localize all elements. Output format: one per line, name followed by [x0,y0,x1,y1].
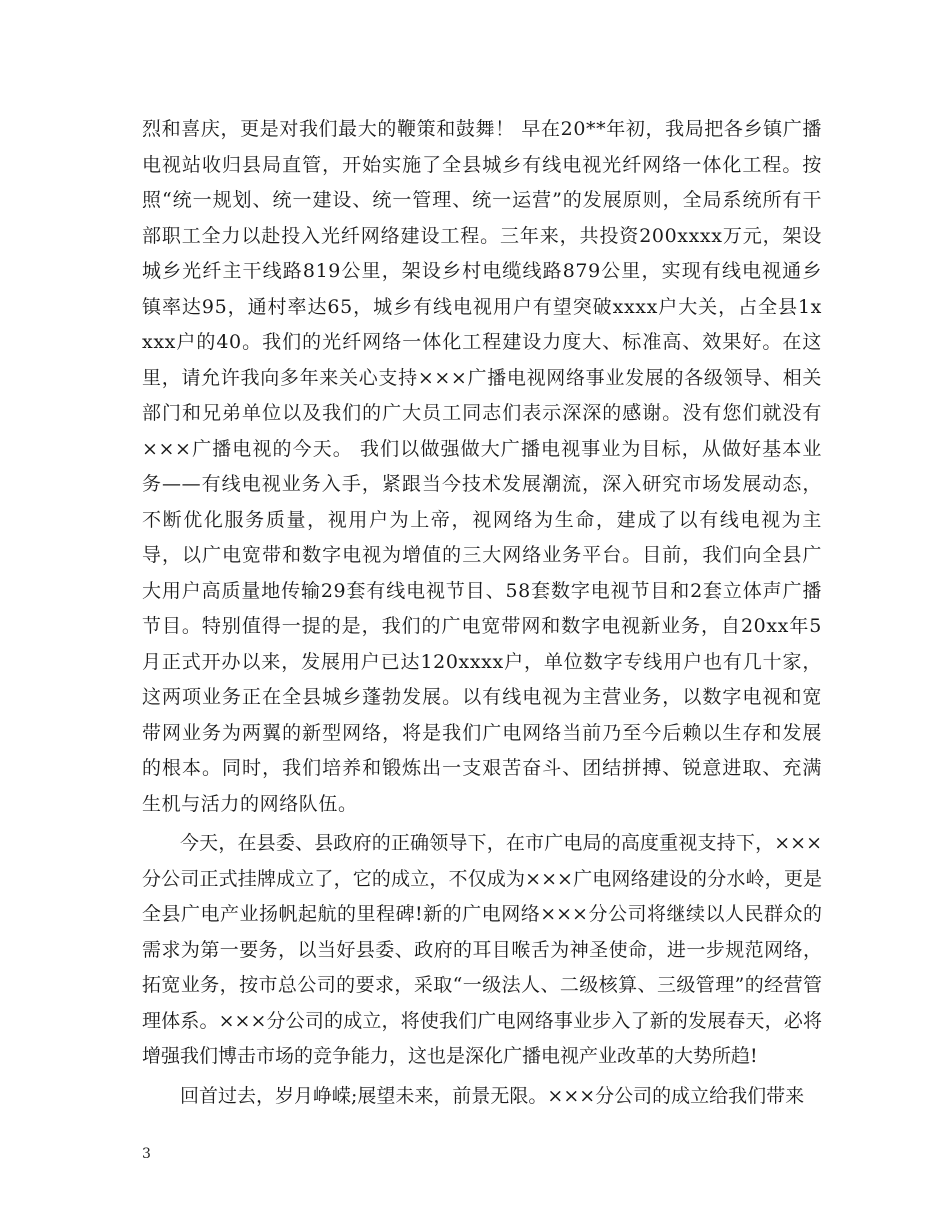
paragraph-continuation: 烈和喜庆，更是对我们最大的鞭策和鼓舞！ 早在20**年初，我局把各乡镇广播电视站收归县局直管，开始实施了全县城乡有线电视光纤网络一体化工程。按照“统一规划、统一建设、统一管理、统一运营”的发展原则，全局系统所有干部职工全力以赴投入光纤网络建设工程。三年来，共投资200xxxx万元，架设城乡光纤主干线路819公里，架设乡村电缆线路879公里，实现有线电视通乡镇率达95，通村率达65，城乡有线电视用户有望突破xxxx户大关，占全县1xxxx户的40。我们的光纤网络一体化工程建设力度大、标准高、效果好。在这里，请允许我向多年来关心支持×××广播电视网络事业发展的各级领导、相关部门和兄弟单位以及我们的广大员工同志们表示深深的感谢。没有您们就没有×××广播电视的今天。 我们以做强做大广播电视事业为目标，从做好基本业务——有线电视业务入手，紧跟当今技术发展潮流，深入研究市场发展动态，不断优化服务质量，视用户为上帝，视网络为生命，建成了以有线电视为主导，以广电宽带和数字电视为增值的三大网络业务平台。目前，我们向全县广大用户高质量地传输29套有线电视节目、58套数字电视节目和2套立体声广播节目。特别值得一提的是，我们的广电宽带网和数字电视新业务，自20xx年5月正式开办以来，发展用户已达120xxxx户，单位数字专线用户也有几十家，这两项业务正在全县城乡蓬勃发展。以有线电视为主营业务，以数字电视和宽带网业务为两翼的新型网络，将是我们广电网络当前乃至今后赖以生存和发展的根本。同时，我们培养和锻炼出一支艰苦奋斗、团结拼搏、锐意进取、充满生机与活力的网络队伍。 [142,118,822,815]
body-text [142,112,822,1118]
page-number: 3 [142,1146,151,1162]
paragraph-branch-founding: 今天，在县委、县政府的正确领导下，在市广电局的高度重视支持下，×××分公司正式挂牌成立了，它的成立，不仅成为×××广电网络建设的分水岭，更是全县广电产业扬帆起航的里程碑!新的广电网络×××分公司将继续以人民群众的需求为第一要务，以当好县委、政府的耳目喉舌为神圣使命，进一步规范网络，拓宽业务，按市总公司的要求，采取“一级法人、二级核算、三级管理”的经营管理体系。×××分公司的成立，将使我们广电网络事业步入了新的发展春天，必将增强我们博击市场的竞争能力，这也是深化广播电视产业改革的大势所趋! [142,832,822,1067]
paragraph-looking-back: 回首过去，岁月峥嵘;展望未来，前景无限。×××分公司的成立给我们带来 [180,1084,805,1107]
